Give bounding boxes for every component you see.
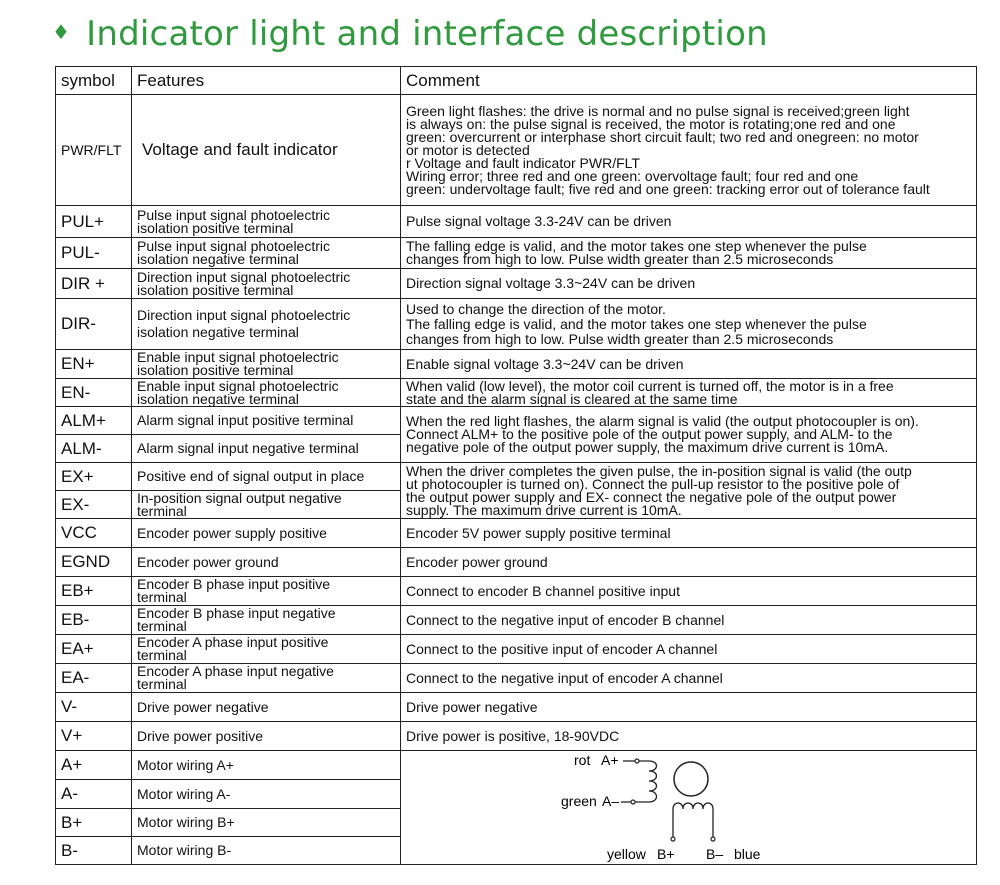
table-row (56, 407, 977, 435)
comment-cell (401, 463, 977, 519)
symbol-cell: PWR/FLT (56, 95, 132, 206)
feature-cell (132, 635, 401, 664)
table-row (56, 635, 977, 664)
table-row (56, 238, 977, 269)
table-row (56, 751, 977, 780)
feature-line: isolation positive terminal (137, 219, 294, 236)
a-plus-terminal-label: A+ (601, 752, 619, 768)
feature-cell (132, 379, 401, 407)
comment-line: changes from high to low. Pulse width greater than 2.5 microseconds (406, 251, 834, 267)
comment-cell (401, 299, 977, 350)
comment-line: The falling edge is valid, and the motor takes one step whenever the pulse (406, 315, 867, 332)
b-minus-terminal-label: B– (706, 846, 724, 862)
comment-cell: Drive power negative (401, 693, 977, 722)
feature-line: In-position signal output negative (137, 490, 342, 506)
motor-rotor-icon (674, 762, 708, 796)
header-features: Features (132, 67, 401, 95)
symbol-cell: EA- (56, 664, 132, 693)
motor-wiring-diagram (401, 751, 977, 865)
feature-cell (132, 606, 401, 635)
comment-line: Connect ALM+ to the positive pole of the output power supply, and ALM- to the (406, 426, 893, 442)
comment-line: Direction signal voltage 3.3~24V can be driven (406, 275, 696, 291)
symbol-cell: EX- (56, 491, 132, 519)
comment-line: supply. The maximum drive current is 10mA. (406, 501, 682, 518)
table-header-row (56, 67, 977, 95)
table-row (56, 577, 977, 606)
symbol-cell: DIR- (56, 299, 132, 350)
symbol-cell: VCC (56, 519, 132, 548)
feature-line: terminal (137, 589, 187, 605)
comment-cell (401, 269, 977, 299)
comment-line: green: overcurrent or interphase short circuit fault; two red and onegreen: no motor (406, 128, 919, 145)
comment-line: the output power supply and EX- connect the negative pole of the output power (406, 488, 897, 505)
feature-line: Encoder B phase input negative (137, 605, 336, 621)
comment-line: or motor is detected (406, 141, 530, 158)
feature-line: terminal (137, 618, 187, 634)
comment-line: changes from high to low. Pulse width greater than 2.5 microseconds (406, 330, 834, 347)
feature-line: isolation positive terminal (137, 362, 294, 378)
comment-cell: Encoder 5V power supply positive terminal (401, 519, 977, 548)
b-plus-terminal-label: B+ (657, 846, 675, 862)
feature-line: Encoder B phase input positive (137, 576, 331, 592)
feature-line: isolation negative terminal (137, 251, 299, 267)
symbol-cell: V+ (56, 722, 132, 751)
symbol-cell: B+ (56, 809, 132, 837)
page-title (52, 12, 768, 56)
motor-wiring-diagram-cell (401, 751, 977, 865)
feature-line: Encoder A phase input positive (137, 634, 329, 650)
comment-line: Enable signal voltage 3.3~24V can be driven (406, 355, 684, 372)
comment-cell (401, 95, 977, 206)
feature-cell (132, 350, 401, 379)
symbol-cell: EGND (56, 548, 132, 577)
a-minus-terminal-dot (631, 800, 635, 804)
symbol-cell: EN+ (56, 350, 132, 379)
feature-cell: Motor wiring A+ (132, 751, 401, 780)
interface-table (55, 66, 977, 865)
symbol-cell: EB- (56, 606, 132, 635)
table-row (56, 463, 977, 491)
feature-cell (132, 299, 401, 350)
symbol-cell: A+ (56, 751, 132, 780)
feature-line: Direction input signal photoelectric (137, 307, 351, 323)
header-comment: Comment (401, 67, 977, 95)
table-row (56, 95, 977, 206)
comment-cell: Connect to the negative input of encoder B channel (401, 606, 977, 635)
symbol-cell: ALM+ (56, 407, 132, 435)
comment-line: Wiring error; three red and one green: overvoltage fault; four red and one (406, 167, 859, 184)
feature-cell (132, 269, 401, 299)
symbol-cell: ALM- (56, 435, 132, 463)
feature-cell (132, 206, 401, 238)
symbol-cell: B- (56, 837, 132, 865)
feature-cell (132, 664, 401, 693)
yellow-label: yellow (607, 846, 646, 862)
comment-cell (401, 407, 977, 463)
table-row (56, 606, 977, 635)
symbol-cell: EN- (56, 379, 132, 407)
comment-cell: Encoder power ground (401, 548, 977, 577)
table-row (56, 548, 977, 577)
b-minus-terminal-dot (711, 837, 715, 841)
rot-label: rot (574, 752, 591, 768)
comment-cell (401, 238, 977, 269)
symbol-cell: DIR + (56, 269, 132, 299)
comment-line: Green light flashes: the drive is normal and no pulse signal is received;green light (406, 102, 910, 119)
comment-cell (401, 206, 977, 238)
table-row (56, 664, 977, 693)
coil-b-icon (673, 803, 713, 839)
comment-line: When valid (low level), the motor coil current is turned off, the motor is in a free (406, 378, 894, 394)
feature-line: terminal (137, 502, 187, 519)
comment-line: is always on: the pulse signal is received, the motor is rotating;one red and one (406, 115, 896, 132)
comment-line: Used to change the direction of the motor. (406, 300, 666, 317)
symbol-cell: PUL+ (56, 206, 132, 238)
header-symbol: symbol (56, 67, 132, 95)
feature-line: terminal (137, 676, 187, 692)
feature-cell: Alarm signal input positive terminal (132, 407, 401, 435)
coil-a-icon (635, 761, 657, 802)
feature-cell: Voltage and fault indicator (132, 95, 401, 206)
feature-cell: Drive power positive (132, 722, 401, 751)
feature-line: Enable input signal photoelectric (137, 349, 339, 365)
comment-line: The falling edge is valid, and the motor takes one step whenever the pulse (406, 238, 867, 254)
feature-line: Pulse input signal photoelectric (137, 238, 331, 254)
feature-line: isolation negative terminal (137, 324, 299, 340)
a-minus-terminal-label: A– (602, 793, 620, 809)
feature-line: Enable input signal photoelectric (137, 378, 339, 394)
comment-line: ut photocoupler is turned on). Connect the pull-up resistor to the positive pole of (406, 475, 900, 492)
table-row (56, 206, 977, 238)
comment-cell (401, 350, 977, 379)
comment-line: Pulse signal voltage 3.3-24V can be driven (406, 213, 672, 229)
symbol-cell: A- (56, 780, 132, 809)
table-row (56, 269, 977, 299)
table-row (56, 350, 977, 379)
table-row (56, 722, 977, 751)
table-row (56, 299, 977, 350)
table-row (56, 693, 977, 722)
feature-cell (132, 491, 401, 519)
feature-cell: Alarm signal input negative terminal (132, 435, 401, 463)
green-label: green (561, 793, 597, 809)
feature-line: terminal (137, 647, 187, 663)
feature-cell: Encoder power supply positive (132, 519, 401, 548)
feature-cell: Positive end of signal output in place (132, 463, 401, 491)
comment-cell: Connect to the positive input of encoder A channel (401, 635, 977, 664)
feature-cell: Drive power negative (132, 693, 401, 722)
comment-line: When the red light flashes, the alarm signal is valid (the output photocoupler is on). (406, 413, 919, 429)
feature-line: isolation negative terminal (137, 390, 299, 407)
feature-cell: Encoder power ground (132, 548, 401, 577)
feature-line: Direction input signal photoelectric (137, 268, 351, 285)
feature-cell (132, 238, 401, 269)
comment-line: When the driver completes the given pulse, the in-position signal is valid (the outp (406, 462, 912, 479)
feature-cell: Motor wiring B+ (132, 809, 401, 837)
comment-cell: Connect to encoder B channel positive input (401, 577, 977, 606)
comment-line: state and the alarm signal is cleared at the same time (406, 390, 738, 407)
table-row (56, 379, 977, 407)
b-plus-terminal-dot (671, 837, 675, 841)
symbol-cell: EA+ (56, 635, 132, 664)
comment-line: green: undervoltage fault; five red and one green: tracking error out of tolerance fault (406, 180, 930, 197)
feature-cell: Motor wiring B- (132, 837, 401, 865)
symbol-cell: EX+ (56, 463, 132, 491)
symbol-cell: V- (56, 693, 132, 722)
comment-cell: Drive power is positive, 18-90VDC (401, 722, 977, 751)
feature-cell (132, 577, 401, 606)
symbol-cell: EB+ (56, 577, 132, 606)
page-title-text: Indicator light and interface description (86, 14, 768, 54)
table-row (56, 519, 977, 548)
comment-line: r Voltage and fault indicator PWR/FLT (406, 154, 640, 171)
a-plus-terminal-dot (635, 759, 639, 763)
comment-cell (401, 379, 977, 407)
comment-cell: Connect to the negative input of encoder A channel (401, 664, 977, 693)
blue-label: blue (734, 846, 761, 862)
comment-line: negative pole of the output power supply, the maximum drive current is 10mA. (406, 439, 889, 455)
symbol-cell: PUL- (56, 238, 132, 269)
feature-line: isolation positive terminal (137, 281, 294, 298)
feature-cell: Motor wiring A- (132, 780, 401, 809)
diamond-bullet-icon: ♦ (52, 20, 71, 44)
feature-line: Pulse input signal photoelectric (137, 206, 331, 223)
feature-line: Encoder A phase input negative (137, 663, 334, 679)
